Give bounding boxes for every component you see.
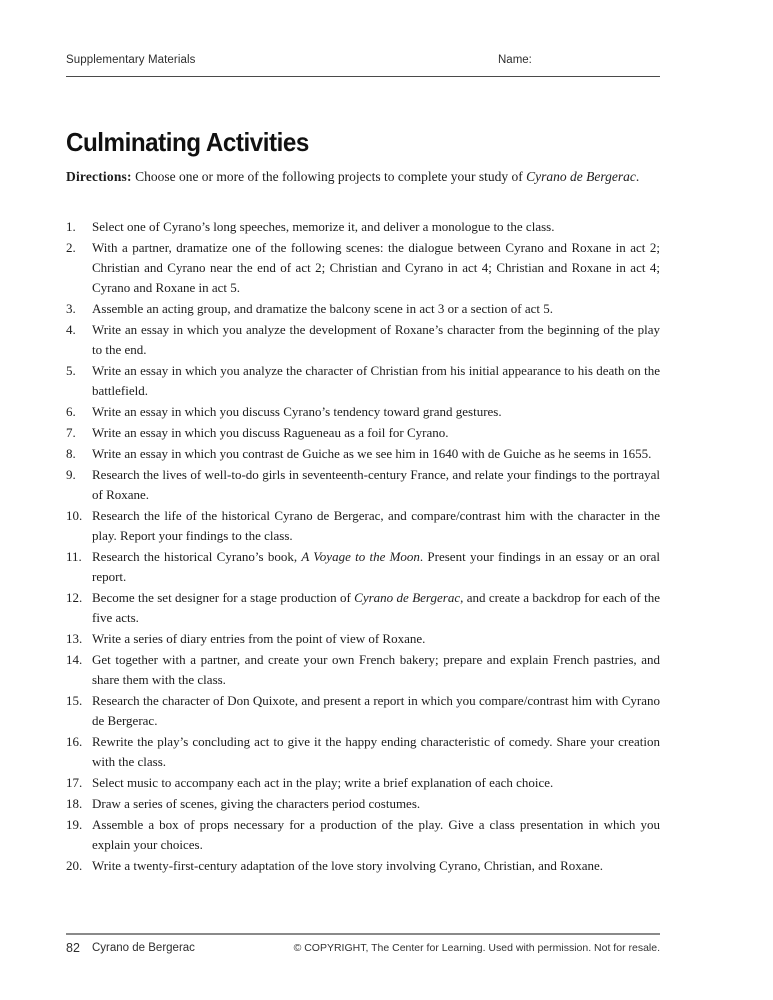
list-item xyxy=(66,423,660,443)
text-run: Write an essay in which you discuss Cyrano’s tendency toward grand gestures. xyxy=(92,404,502,419)
text-run: , and create a backdrop for each of the five acts. xyxy=(92,590,660,625)
text-run: Get together with a partner, and create your own French bakery; prepare and explain French pastries, and share them with the class. xyxy=(92,652,660,687)
text-run: Write a twenty-first-century adaptation of the love story involving Cyrano, Christian, and Roxane. xyxy=(92,858,604,873)
item-text xyxy=(92,299,660,319)
list-item xyxy=(66,691,660,731)
item-number: 7. xyxy=(66,425,76,440)
item-number: 18. xyxy=(66,796,83,811)
item-text xyxy=(92,732,660,772)
list-item xyxy=(66,238,660,298)
item-number: 15. xyxy=(66,693,83,708)
text-run: Research the character of Don Quixote, and present a report in which you compare/contrast him with Cyrano de Bergerac. xyxy=(92,693,660,728)
directions-text xyxy=(132,169,640,184)
item-number: 4. xyxy=(66,322,76,337)
copyright-notice: © COPYRIGHT, The Center for Learning. Used with permission. Not for resale. xyxy=(293,942,660,954)
item-number: 2. xyxy=(66,240,76,255)
item-number: 14. xyxy=(66,652,83,667)
text-run: Write an essay in which you analyze the development of Roxane’s character from the beginning of the play to the end. xyxy=(92,322,660,357)
item-text xyxy=(92,650,660,690)
header-rule xyxy=(66,76,660,77)
text-run: Assemble a box of props necessary for a production of the play. Give a class presentation in which you explain your choices. xyxy=(92,817,660,852)
name-label: Name: xyxy=(498,54,532,66)
text-run: Rewrite the play’s concluding act to give it the happy ending characteristic of comedy. Share your creation with the class. xyxy=(92,734,660,769)
page-header xyxy=(66,54,660,72)
text-run: Research the lives of well-to-do girls in seventeenth-century France, and relate your findings to the portrayal of Roxane. xyxy=(92,467,660,502)
list-item xyxy=(66,217,660,237)
text-run: Become the set designer for a stage production of xyxy=(92,590,355,605)
item-text xyxy=(92,238,660,298)
text-run: With a partner, dramatize one of the following scenes: the dialogue between Cyrano and Roxane in act 2; Christian and Cyrano near the end of act 2; Christian and Cyrano in act 4; Christian and Roxane in act 4; Cyrano and Roxane in act 5. xyxy=(92,240,660,295)
text-run: Write an essay in which you analyze the character of Christian from his initial appearance to his death on the battlefield. xyxy=(92,363,660,398)
item-text xyxy=(92,423,660,443)
list-item xyxy=(66,794,660,814)
text-run: Write an essay in which you discuss Ragueneau as a foil for Cyrano. xyxy=(92,425,449,440)
text-run: Write an essay in which you contrast de Guiche as we see him in 1640 with de Guiche as he seems in 1655. xyxy=(92,446,652,461)
item-number: 9. xyxy=(66,467,76,482)
item-text xyxy=(92,856,660,876)
list-item xyxy=(66,629,660,649)
list-item xyxy=(66,588,660,628)
activities-list xyxy=(66,217,660,877)
item-text xyxy=(92,320,660,360)
list-item xyxy=(66,856,660,876)
page-number: 82 xyxy=(66,941,80,955)
item-number: 8. xyxy=(66,446,76,461)
list-item xyxy=(66,815,660,855)
italic-text-run: Cyrano de Bergerac xyxy=(354,590,461,605)
text-run: . Present your findings in an essay or an oral report. xyxy=(92,549,660,584)
text-run: Draw a series of scenes, giving the characters period costumes. xyxy=(92,796,421,811)
item-text xyxy=(92,402,660,422)
list-item xyxy=(66,650,660,690)
item-number: 20. xyxy=(66,858,83,873)
page-footer xyxy=(66,941,660,957)
italic-text-run: Cyrano de Bergerac xyxy=(526,169,636,184)
item-number: 13. xyxy=(66,631,83,646)
item-text xyxy=(92,691,660,731)
list-item xyxy=(66,506,660,546)
list-item xyxy=(66,320,660,360)
list-item xyxy=(66,547,660,587)
text-run: Choose one or more of the following projects to complete your study of xyxy=(131,169,527,184)
item-number: 5. xyxy=(66,363,76,378)
text-run: Write a series of diary entries from the point of view of Roxane. xyxy=(92,631,426,646)
item-number: 10. xyxy=(66,508,83,523)
list-item xyxy=(66,299,660,319)
item-text xyxy=(92,629,660,649)
italic-text-run: A Voyage to the Moon xyxy=(301,549,420,564)
item-number: 3. xyxy=(66,301,76,316)
list-item xyxy=(66,465,660,505)
item-text xyxy=(92,465,660,505)
header-left-label: Supplementary Materials xyxy=(66,54,196,66)
text-run: Research the life of the historical Cyrano de Bergerac, and compare/contrast him with the character in the play. Report your findings to the class. xyxy=(92,508,660,543)
text-run: Select one of Cyrano’s long speeches, memorize it, and deliver a monologue to the class. xyxy=(92,219,555,234)
footer-rule xyxy=(66,933,660,935)
list-item xyxy=(66,361,660,401)
item-text xyxy=(92,815,660,855)
item-text xyxy=(92,506,660,546)
list-item xyxy=(66,402,660,422)
list-item xyxy=(66,732,660,772)
directions-paragraph xyxy=(66,166,660,187)
item-number: 6. xyxy=(66,404,76,419)
item-text xyxy=(92,361,660,401)
list-item xyxy=(66,444,660,464)
text-run: Assemble an acting group, and dramatize the balcony scene in act 3 or a section of act 5. xyxy=(92,301,553,316)
text-run: Research the historical Cyrano’s book, xyxy=(92,549,302,564)
item-number: 1. xyxy=(66,219,76,234)
item-text xyxy=(92,588,660,628)
item-number: 11. xyxy=(66,549,82,564)
item-number: 12. xyxy=(66,590,83,605)
item-text xyxy=(92,773,660,793)
text-run: . xyxy=(635,169,640,184)
directions-label: Directions: xyxy=(66,169,132,184)
list-item xyxy=(66,773,660,793)
item-text xyxy=(92,794,660,814)
item-text xyxy=(92,444,660,464)
page-title: Culminating Activities xyxy=(66,127,309,157)
item-number: 17. xyxy=(66,775,83,790)
text-run: Select music to accompany each act in the play; write a brief explanation of each choice. xyxy=(92,775,554,790)
item-text xyxy=(92,217,660,237)
book-title: Cyrano de Bergerac xyxy=(92,942,195,954)
item-number: 16. xyxy=(66,734,83,749)
item-text xyxy=(92,547,660,587)
item-number: 19. xyxy=(66,817,83,832)
